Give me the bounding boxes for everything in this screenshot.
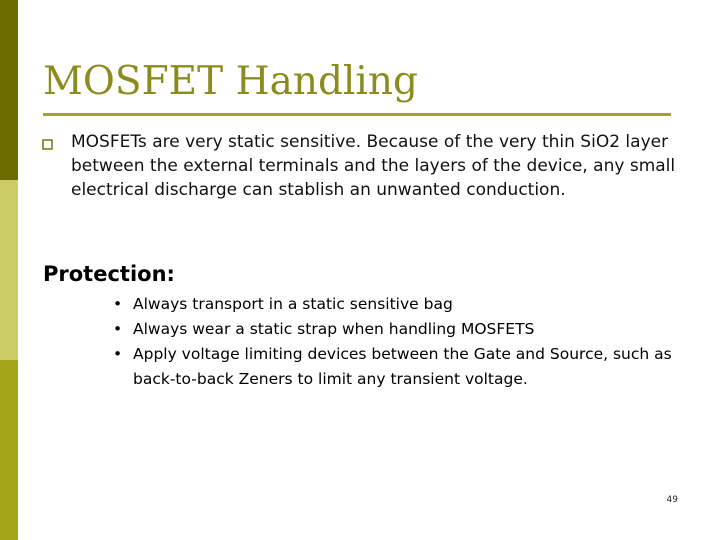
- page-number: 49: [666, 495, 678, 505]
- sidebar-stripe-middle: [0, 180, 18, 360]
- list-item: [113, 317, 688, 342]
- slide-title: MOSFET Handling: [43, 59, 418, 104]
- bullet-dot-icon: •: [113, 295, 123, 313]
- list-item-text: Always transport in a static sensitive bag: [133, 295, 453, 313]
- bullet-dot-icon: •: [113, 320, 123, 338]
- bullet-dot-icon: •: [113, 345, 123, 363]
- sidebar-stripe-bottom: [0, 360, 18, 540]
- main-bullet-text: MOSFETs are very static sensitive. Because of the very thin SiO2 layer between the external terminals and the layers of the device, any small electrical discharge can stablish an unwanted conduction.: [71, 132, 676, 200]
- list-item-text: Always wear a static strap when handling MOSFETS: [133, 320, 535, 338]
- list-item: [113, 292, 688, 317]
- hollow-square-icon: [42, 139, 56, 163]
- protection-heading: Protection:: [43, 262, 175, 286]
- list-item-text: Apply voltage limiting devices between the Gate and Source, such as back-to-back Zeners to limit any transient voltage.: [133, 345, 672, 388]
- title-underline: [43, 113, 671, 116]
- protection-list: [113, 292, 688, 392]
- sidebar-stripe-top: [0, 0, 18, 180]
- list-item: [113, 342, 688, 392]
